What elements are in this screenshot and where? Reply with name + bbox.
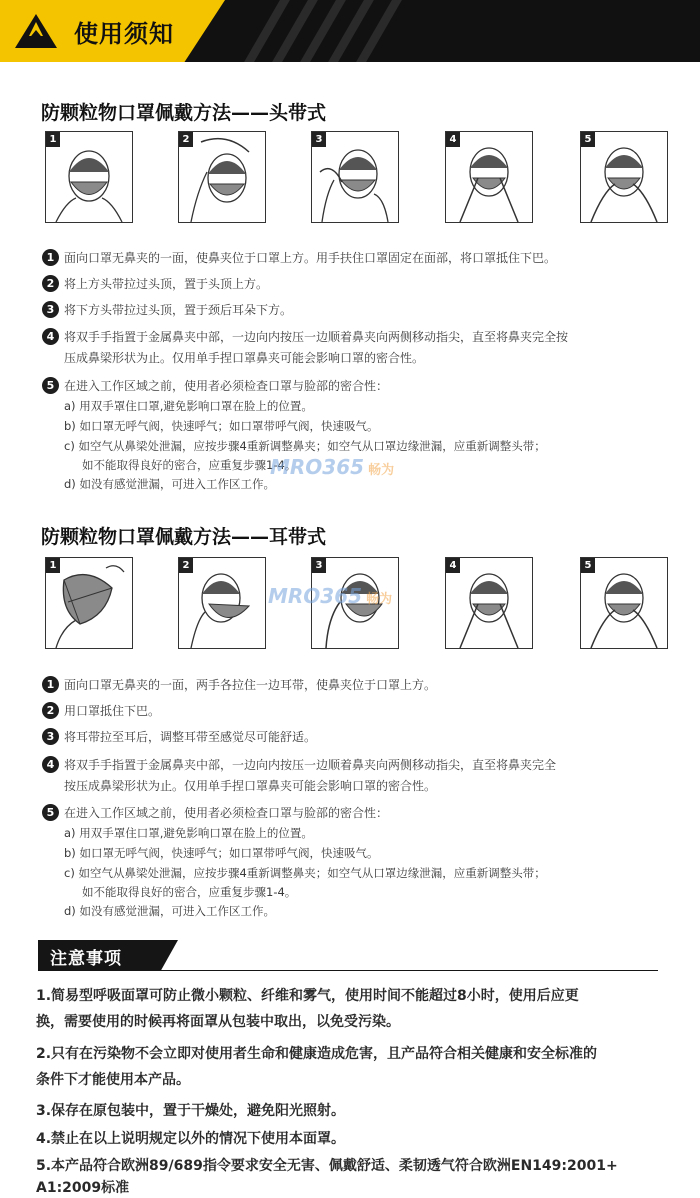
step-number-badge: 4 bbox=[42, 756, 59, 773]
panel-number: 3 bbox=[312, 132, 326, 147]
section-title-headband: 防颗粒物口罩佩戴方法——头带式 bbox=[41, 102, 327, 124]
notice-line: 3.保存在原包装中，置于干燥处，避免阳光照射。 bbox=[36, 1103, 346, 1119]
step-number-badge: 5 bbox=[42, 377, 59, 394]
step-illustration bbox=[45, 131, 133, 223]
warning-triangle-logo-icon bbox=[13, 12, 59, 50]
step-illustration bbox=[445, 557, 533, 649]
step-illustration bbox=[580, 131, 668, 223]
step-illustration bbox=[445, 131, 533, 223]
watermark bbox=[268, 584, 392, 608]
step-text: 将耳带拉至耳后，调整耳带至感觉尽可能舒适。 bbox=[64, 730, 317, 744]
panel-number: 2 bbox=[179, 558, 193, 573]
panel-number: 2 bbox=[179, 132, 193, 147]
step-number-badge: 5 bbox=[42, 804, 59, 821]
notice-line: 2.只有在污染物不会立即对使用者生命和健康造成危害，且产品符合相关健康和安全标准的 bbox=[36, 1046, 598, 1062]
step-number-badge: 3 bbox=[42, 301, 59, 318]
step-illustration bbox=[45, 557, 133, 649]
watermark-cn: 畅为 bbox=[366, 592, 393, 607]
sub-step-text: b) 如口罩无呼气阀，快速呼气；如口罩带呼气阀，快速吸气。 bbox=[64, 846, 379, 860]
notice-line: 1.简易型呼吸面罩可防止微小颗粒、纤维和雾气，使用时间不能超过8小时，使用后应更 bbox=[36, 988, 579, 1004]
sub-step-text: a) 用双手罩住口罩,避免影响口罩在脸上的位置。 bbox=[64, 399, 313, 413]
step-text: 将双手手指置于金属鼻夹中部，一边向内按压一边顺着鼻夹向两侧移动指尖，直至将鼻夹完全 bbox=[64, 758, 557, 772]
step-text: 在进入工作区域之前，使用者必须检查口罩与脸部的密合性： bbox=[64, 806, 389, 820]
illustration-row-headband bbox=[45, 131, 667, 223]
sub-step-text: d) 如没有感觉泄漏，可进入工作区工作。 bbox=[64, 477, 275, 491]
sub-step-text: b) 如口罩无呼气阀，快速呼气；如口罩带呼气阀，快速吸气。 bbox=[64, 419, 379, 433]
step-number-badge: 2 bbox=[42, 275, 59, 292]
step-text: 面向口罩无鼻夹的一面，使鼻夹位于口罩上方。用手扶住口罩固定在面部，将口罩抵住下巴。 bbox=[64, 251, 557, 265]
step-text: 面向口罩无鼻夹的一面，两手各拉住一边耳带，使鼻夹位于口罩上方。 bbox=[64, 678, 437, 692]
notice-title: 注意事项 bbox=[50, 949, 122, 969]
panel-number: 5 bbox=[581, 558, 595, 573]
panel-number: 1 bbox=[46, 558, 60, 573]
step-number-badge: 1 bbox=[42, 676, 59, 693]
step-text: 压成鼻梁形状为止。仅用单手捏口罩鼻夹可能会影响口罩的密合性。 bbox=[64, 351, 425, 365]
notice-line: 5.本产品符合欧洲89/689指令要求安全无害、佩戴舒适、柔韧透气符合欧洲EN149:2001+ bbox=[36, 1158, 618, 1174]
panel-number: 5 bbox=[581, 132, 595, 147]
header-bar bbox=[0, 0, 700, 62]
step-number-badge: 2 bbox=[42, 702, 59, 719]
notice-line: A1:2009标准 bbox=[36, 1180, 130, 1196]
notice-line: 条件下才能使用本产品。 bbox=[36, 1072, 190, 1088]
step-illustration bbox=[580, 557, 668, 649]
sub-step-text: a) 用双手罩住口罩,避免影响口罩在脸上的位置。 bbox=[64, 826, 313, 840]
step-number-badge: 3 bbox=[42, 728, 59, 745]
step-illustration bbox=[311, 131, 399, 223]
sub-step-text: 如不能取得良好的密合，应重复步骤1-4。 bbox=[82, 458, 297, 472]
notice-line: 4.禁止在以上说明规定以外的情况下使用本面罩。 bbox=[36, 1131, 346, 1147]
watermark-brand: MRO365 bbox=[270, 455, 365, 479]
step-text: 将下方头带拉过头顶，置于颈后耳朵下方。 bbox=[64, 303, 293, 317]
panel-number: 3 bbox=[312, 558, 326, 573]
header-title: 使用须知 bbox=[74, 20, 174, 48]
step-text: 将上方头带拉过头顶，置于头顶上方。 bbox=[64, 277, 269, 291]
divider bbox=[38, 970, 658, 971]
watermark bbox=[270, 455, 394, 479]
watermark-brand: MRO365 bbox=[268, 584, 363, 608]
panel-number: 4 bbox=[446, 132, 460, 147]
sub-step-text: c) 如空气从鼻梁处泄漏，应按步骤4重新调整鼻夹；如空气从口罩边缘泄漏，应重新调整头带； bbox=[64, 439, 546, 453]
step-illustration bbox=[178, 557, 266, 649]
panel-number: 4 bbox=[446, 558, 460, 573]
sub-step-text: d) 如没有感觉泄漏，可进入工作区工作。 bbox=[64, 904, 275, 918]
step-text: 在进入工作区域之前，使用者必须检查口罩与脸部的密合性： bbox=[64, 379, 389, 393]
step-number-badge: 1 bbox=[42, 249, 59, 266]
sub-step-text: 如不能取得良好的密合，应重复步骤1-4。 bbox=[82, 885, 297, 899]
sub-step-text: c) 如空气从鼻梁处泄漏，应按步骤4重新调整鼻夹；如空气从口罩边缘泄漏，应重新调整头带； bbox=[64, 866, 546, 880]
step-illustration bbox=[178, 131, 266, 223]
notice-line: 换，需要使用的时候再将面罩从包装中取出，以免受污染。 bbox=[36, 1014, 400, 1030]
section-title-earloop: 防颗粒物口罩佩戴方法——耳带式 bbox=[41, 526, 327, 548]
step-text: 按压成鼻梁形状为止。仅用单手捏口罩鼻夹可能会影响口罩的密合性。 bbox=[64, 779, 437, 793]
step-number-badge: 4 bbox=[42, 328, 59, 345]
panel-number: 1 bbox=[46, 132, 60, 147]
watermark-cn: 畅为 bbox=[368, 463, 395, 478]
step-text: 用口罩抵住下巴。 bbox=[64, 704, 161, 718]
notice-header bbox=[0, 940, 700, 974]
step-text: 将双手手指置于金属鼻夹中部，一边向内按压一边顺着鼻夹向两侧移动指尖，直至将鼻夹完全按 bbox=[64, 330, 569, 344]
